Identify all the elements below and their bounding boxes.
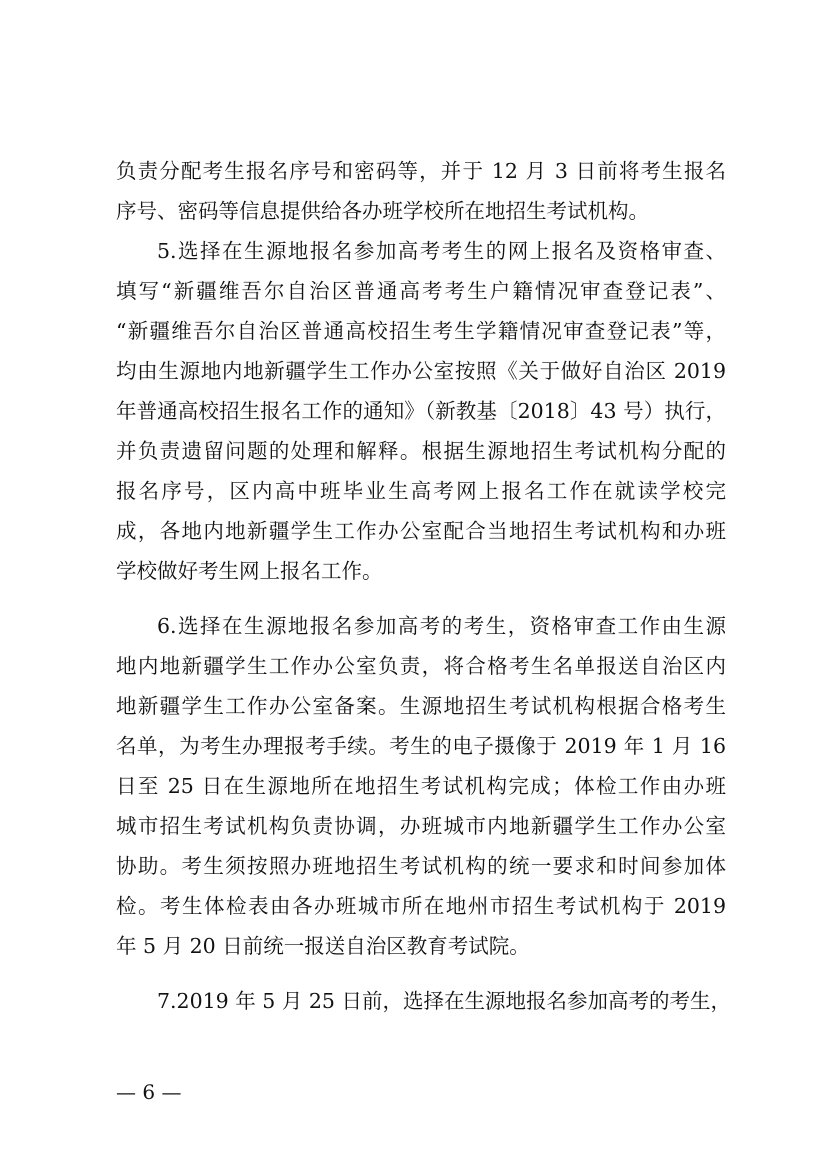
paragraph-line: 名单，为考生办理报考手续。考生的电子摄像于 2019 年 1 月 16 (116, 734, 726, 758)
paragraph-line: 年 5 月 20 日前统一报送自治区教育考试院。 (116, 934, 530, 958)
paragraph-line: 日至 25 日在生源地所在地招生考试机构完成；体检工作由办班 (116, 774, 726, 798)
paragraph-line: 检。考生体检表由各办班城市所在地州市招生考试机构于 2019 (116, 894, 726, 918)
paragraph-line: 并负责遗留问题的处理和解释。根据生源地招生考试机构分配的 (116, 439, 726, 463)
paragraph-line: 负责分配考生报名序号和密码等，并于 12 月 3 日前将考生报名 (116, 159, 726, 183)
paragraph-line: 成，各地内地新疆学生工作办公室配合当地招生考试机构和办班 (116, 519, 726, 543)
paragraph-line: 年普通高校招生报名工作的通知》（新教基〔2018〕43 号）执行， (116, 399, 726, 423)
paragraph-line: 报名序号，区内高中班毕业生高考网上报名工作在就读学校完 (116, 479, 726, 503)
paragraph-line: “新疆维吾尔自治区普通高校招生考生学籍情况审查登记表”等， (116, 319, 726, 343)
paragraph-line: 协助。考生须按照办班地招生考试机构的统一要求和时间参加体 (116, 854, 726, 878)
paragraph-line: 填写“新疆维吾尔自治区普通高考考生户籍情况审查登记表”、 (116, 279, 726, 303)
paragraph-line: 均由生源地内地新疆学生工作办公室按照《关于做好自治区 2019 (116, 359, 726, 383)
paragraph-line: 7.2019 年 5 月 25 日前，选择在生源地报名参加高考的考生， (157, 989, 731, 1013)
paragraph-line: 地新疆学生工作办公室备案。生源地招生考试机构根据合格考生 (116, 694, 726, 718)
paragraph-line: 6.选择在生源地报名参加高考的考生，资格审查工作由生源 (157, 614, 726, 638)
paragraph-line: 地内地新疆学生工作办公室负责，将合格考生名单报送自治区内 (116, 654, 726, 678)
page-number: — 6 — (116, 1080, 182, 1104)
paragraph-line: 序号、密码等信息提供给各办班学校所在地招生考试机构。 (116, 199, 649, 223)
paragraph-line: 城市招生考试机构负责协调，办班城市内地新疆学生工作办公室 (116, 814, 726, 838)
paragraph-line: 5.选择在生源地报名参加高考考生的网上报名及资格审查、 (157, 239, 726, 263)
paragraph-line: 学校做好考生网上报名工作。 (116, 559, 383, 583)
